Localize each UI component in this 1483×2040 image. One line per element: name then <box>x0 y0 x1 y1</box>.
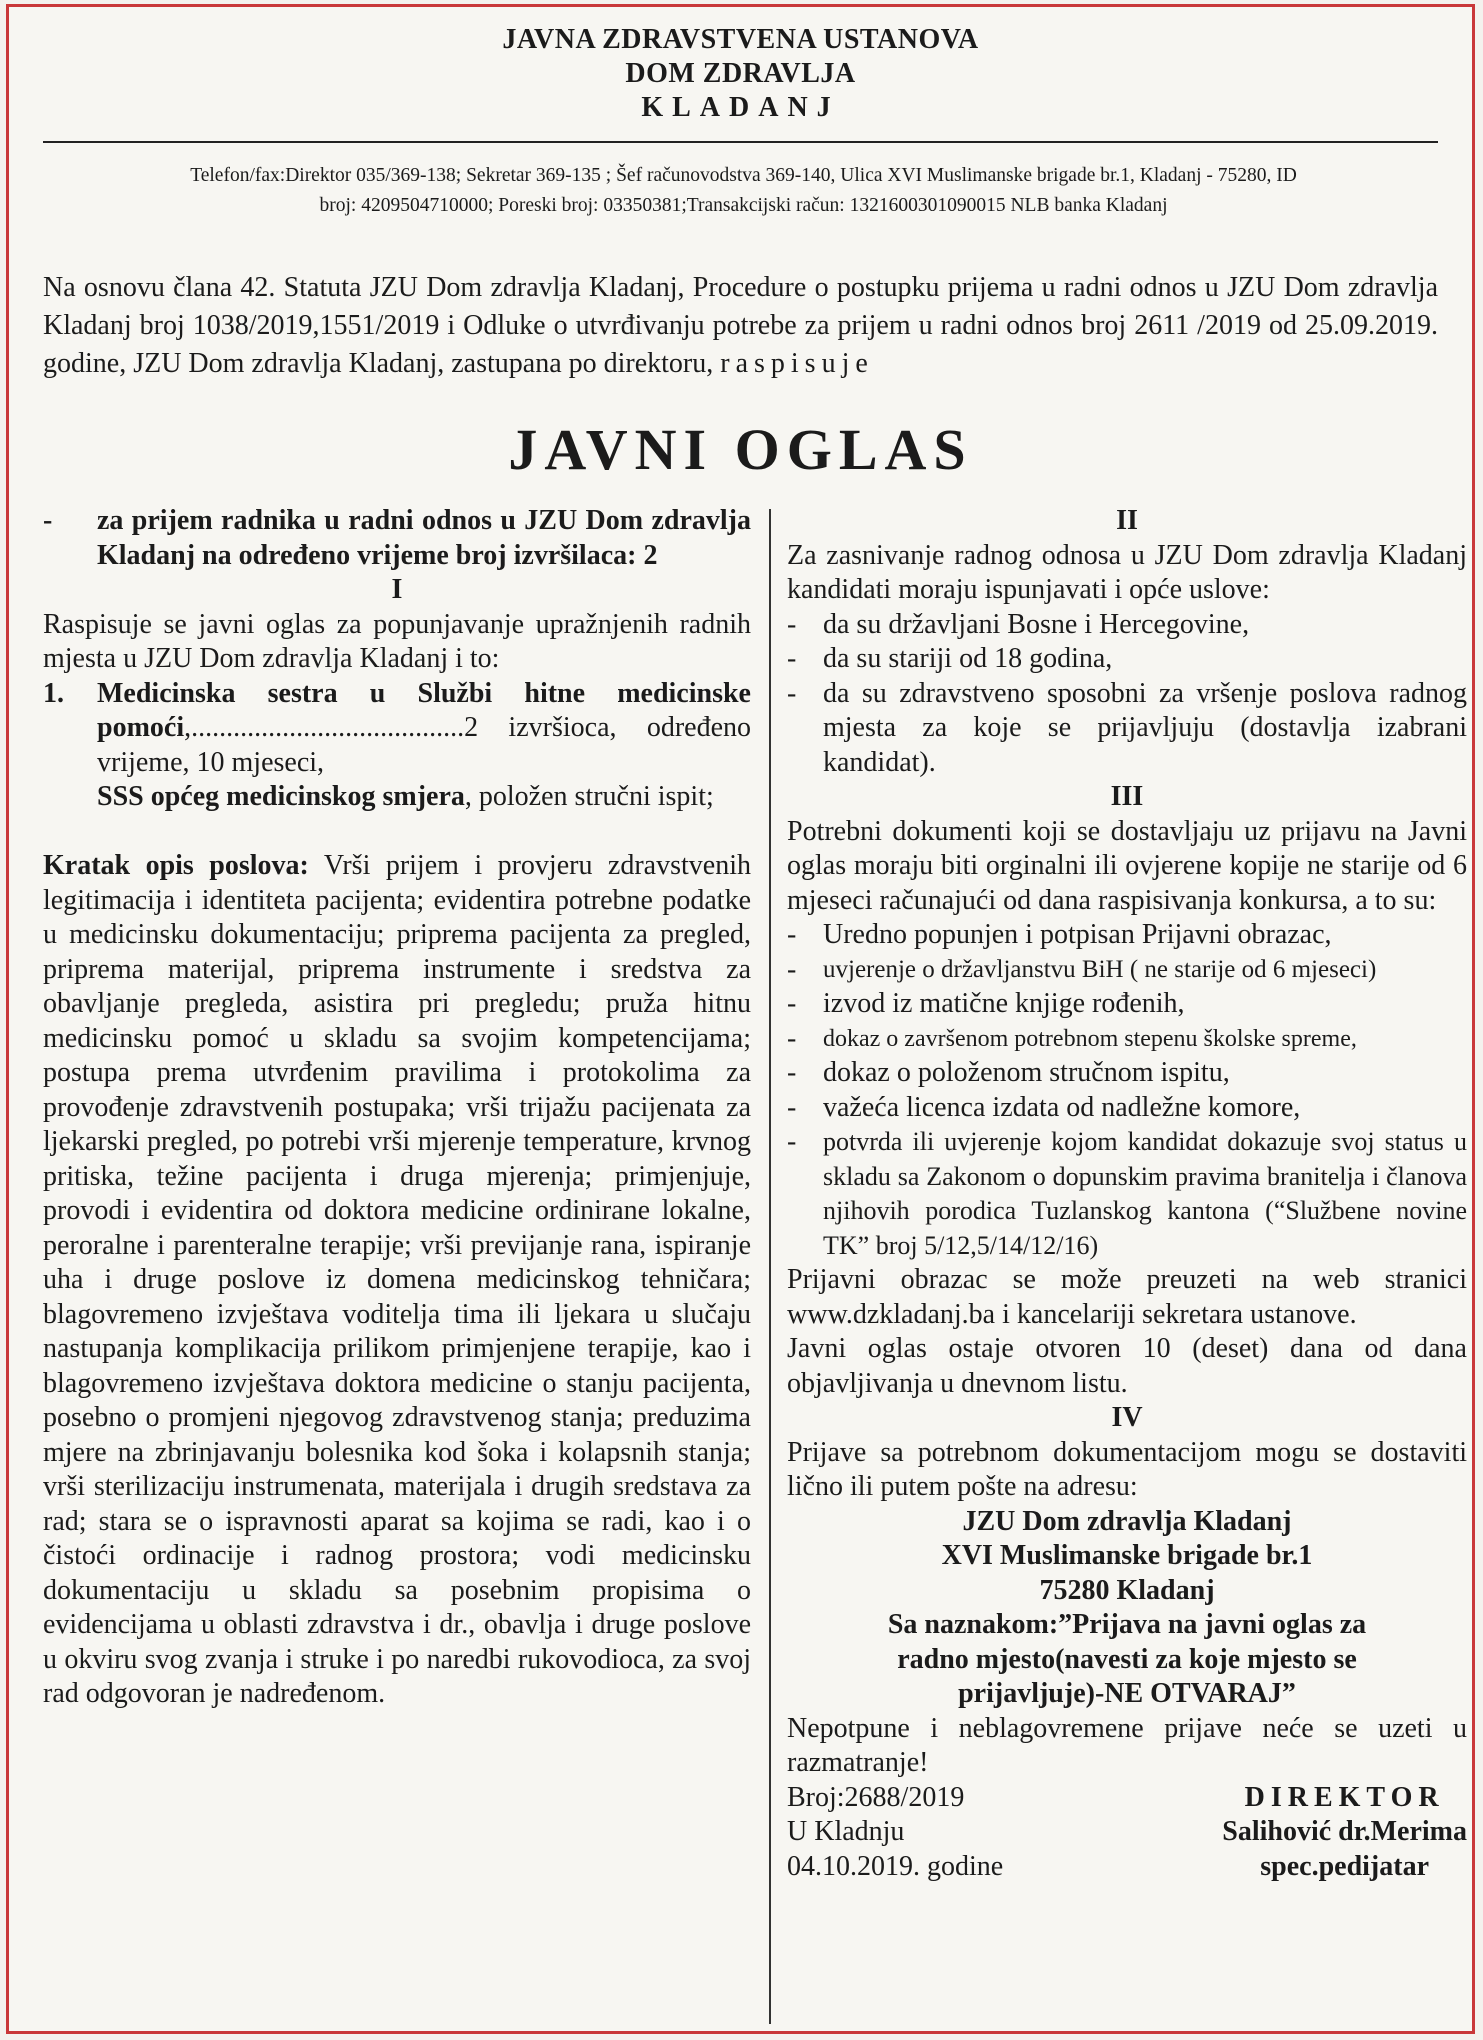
signer-name: Salihović dr.Merima <box>1222 1816 1467 1847</box>
contact-line-2: broj: 4209504710000; Poreski broj: 03350381;Transakcijski račun: 1321600301090015 NLB banka Kladanj <box>319 195 1168 216</box>
contact-line-1: Telefon/fax:Direktor 035/369-138; Sekretar 369-135 ; Šef računovodstva 369-140, Ulica XVI Muslimanske brigade br.1, Kladanj - 75280, ID <box>190 165 1297 186</box>
section-heading-1: I <box>391 574 403 605</box>
condition-text: da su zdravstveno sposobni za vršenje poslova radnog mjesta za koje se prijavljuju (dostavlja izabrani kandidat). <box>823 677 1467 778</box>
job-description <box>43 849 751 1712</box>
document-text: dokaz o završenom potrebnom stepenu školske spreme, <box>823 1025 1357 1052</box>
reference-number: Broj:2688/2019 <box>787 1781 965 1813</box>
intro-item <box>43 504 751 573</box>
job-description-label: Kratak opis poslova: <box>43 850 309 881</box>
condition-item: - da su državljani Bosne i Hercegovine, <box>787 608 1467 643</box>
intro-marker: - <box>43 505 53 536</box>
intro-text: za prijem radnika u radni odnos u JZU Dom zdravlja Kladanj na određeno vrijeme broj izvršilaca: 2 <box>97 505 751 571</box>
newspaper-ad <box>6 4 1475 2034</box>
document-item: - dokaz o položenom stručnom ispitu, <box>787 1056 1467 1091</box>
contact-info <box>45 161 1442 221</box>
condition-item: - da su zdravstveno sposobni za vršenje poslova radnog mjesta za koje se prijavljuju (dostavlja izabrani kandidat). <box>787 677 1467 781</box>
document-text: važeća licenca izdata od nadležne komore, <box>823 1091 1301 1123</box>
address-line: prijavljuje)-NE OTVARAJ” <box>958 1678 1296 1709</box>
signer <box>1222 1781 1467 1885</box>
institution-header <box>9 23 1472 125</box>
condition-text: da su državljani Bosne i Hercegovine, <box>823 608 1250 640</box>
address-line: 75280 Kladanj <box>1039 1574 1215 1606</box>
paragraph-2: Za zasnivanje radnog odnosa u JZU Dom zdravlja Kladanj kandidati moraju ispunjavati i opće uslove: <box>787 539 1467 605</box>
document-item: - Uredno popunjen i potpisan Prijavni obrazac, <box>787 918 1467 953</box>
mailing-address <box>787 1505 1467 1712</box>
reference-block <box>787 1781 1003 1885</box>
job-description-text: Vrši prijem i provjeru zdravstvenih legitimacija i identiteta pacijenta; evidentira potrebne podatke u medicinsku dokumentaciju; priprema pacijenta za pregled, priprema materijal, priprema instrumente i sredstva za obavljanje pregleda, asistira pri pregledu; pruža hitnu medicinsku pomoć u skladu sa svojim kompetencijama; postupa prema utvrđenim pravilima i protokolima za provođenje zdravstvenih postupaka; vrši trijažu pacijenata za ljekarski pregled, po potrebi vrši mjerenje temperature, krvnog pritiska, težine pacijenta i druga mjerenja; primjenjuje, provodi i evidentira od doktora medicine ordinirane lokalne, peroralne i parenteralne terapije; vrši previjanje rana, ispiranje uha i druge poslove iz domena medicinskog tehničara; blagovremeno izvještava voditelja tima ili ljekara u slučaju nastupanja komplikacija prilikom primjenjene terapije, kao i blagovremeno izvještava doktora medicine o stanju pacijenta, posebno o promjeni njegovog zdravstvenog stanja; preduzima mjere na zbrinjavanju bolesnika kod šoka i kolapsnih stanja; vrši sterilizaciju instrumenata, materijala i drugih sredstava za rad; stara se o ispravnosti aparat sa kojima se radi, kao i o čistoći ordinacije i radnog prostora; vodi medicinsku dokumentaciju u skladu sa posebnim propisima o evidencijama u oblasti zdravstva i dr., obavlja i druge poslove u okviru svog zvanja i struke i po naredbi rukovodioca, za svoj rad odgovoran je nadređenom. <box>43 850 751 1709</box>
qualification-label: SSS općeg medicinskog smjera <box>97 781 465 812</box>
preamble <box>43 269 1438 383</box>
section-heading-4: IV <box>1111 1402 1143 1433</box>
address-line: JZU Dom zdravlja Kladanj <box>962 1505 1292 1537</box>
position-item <box>43 677 751 815</box>
header-line-3: KLADANJ <box>641 92 840 123</box>
ad-title: JAVNI OGLAS <box>508 417 973 482</box>
document-item: - izvod iz matične knjige rođenih, <box>787 987 1467 1022</box>
paragraph-3: Potrebni dokumenti koji se dostavljaju uz prijavu na Javni oglas moraju biti orginalni ili ovjerene kopije ne starije od 6 mjeseci računajući od dana raspisivanja konkursa, a to su: <box>787 815 1467 916</box>
paragraph-incomplete: Nepotpune i neblagovremene prijave neće se uzeti u razmatranje! <box>787 1712 1467 1778</box>
document-item: - potvrda ili uvjerenje kojom kandidat dokazuje svoj status u skladu sa Zakonom o dopunskim pravima branitelja i članova njihovih porodica Tuzlanskog kantona (“Službene novine TK” broj 5/12,5/14/12/16) <box>787 1125 1467 1263</box>
address-line: XVI Muslimanske brigade br.1 <box>941 1540 1313 1571</box>
paragraph-4: Prijave sa potrebnom dokumentacijom mogu se dostaviti lično ili putem pošte na adresu: <box>787 1436 1467 1502</box>
document-item: - uvjerenje o državljanstvu BiH ( ne starije od 6 mjeseci) <box>787 953 1467 988</box>
position-details: ,.......................................2 izvršioca, određeno vrijeme, 10 mjeseci, <box>97 712 751 778</box>
section-heading-3: III <box>1110 781 1144 812</box>
position-title: Medicinska sestra u Službi hitne medicinske pomoći <box>97 677 751 743</box>
place: U Kladnju <box>787 1816 905 1847</box>
header-line-1: JAVNA ZDRAVSTVENA USTANOVA <box>502 24 979 55</box>
document-item: - važeća licenca izdata od nadležne komore, <box>787 1091 1467 1126</box>
qualification-details: , položen stručni ispit; <box>464 781 714 812</box>
document-item: - dokaz o završenom potrebnom stepenu školske spreme, <box>787 1022 1467 1057</box>
position-number: 1. <box>43 677 64 709</box>
paragraph-open: Javni oglas ostaje otvoren 10 (deset) dana od dana objavljivanja u dnevnom listu. <box>787 1333 1467 1399</box>
address-line: Sa naznakom:”Prijava na javni oglas za <box>887 1609 1367 1640</box>
preamble-text: Na osnovu člana 42. Statuta JZU Dom zdravlja Kladanj, Procedure o postupku prijema u radni odnos u JZU Dom zdravlja Kladanj broj 1038/2019,1551/2019 i Odluke o utvrđivanju potrebe za prijem u radni odnos broj 2611 /2019 od 25.09.2019. godine, JZU Dom zdravlja Kladanj, zastupana po direktoru, <box>43 272 1438 379</box>
section-heading-2: II <box>1116 505 1138 536</box>
header-line-2: DOM ZDRAVLJA <box>625 58 856 89</box>
address-line: radno mjesto(navesti za koje mjesto se <box>897 1643 1357 1675</box>
date: 04.10.2019. godine <box>787 1850 1004 1882</box>
header-divider <box>43 141 1438 143</box>
condition-text: da su stariji od 18 godina, <box>823 643 1113 674</box>
paragraph-1: Raspisuje se javni oglas za popunjavanje upražnjenih radnih mjesta u JZU Dom zdravlja Kladanj i to: <box>43 608 751 674</box>
signer-title: DIREKTOR <box>1244 1781 1445 1813</box>
document-text: dokaz o položenom stručnom ispitu, <box>823 1057 1230 1088</box>
signer-role: spec.pedijatar <box>1260 1850 1430 1882</box>
condition-item: - da su stariji od 18 godina, <box>787 642 1467 677</box>
paragraph-form: Prijavni obrazac se može preuzeti na web stranici www.dzkladanj.ba i kancelariji sekretara ustanove. <box>787 1264 1467 1330</box>
signature-block <box>787 1781 1467 1885</box>
right-column <box>787 504 1467 1884</box>
document-text: uvjerenje o državljanstvu BiH ( ne starije od 6 mjeseci) <box>823 955 1377 983</box>
document-text: potvrda ili uvjerenje kojom kandidat dokazuje svoj status u skladu sa Zakonom o dopunskim pravima branitelja i članova njihovih porodica Tuzlanskog kantona (“Službene novine TK” broj 5/12,5/14/12/16) <box>823 1127 1467 1260</box>
document-text: Uredno popunjen i potpisan Prijavni obrazac, <box>823 919 1332 950</box>
document-text: izvod iz matične knjige rođenih, <box>823 988 1185 1019</box>
left-column <box>43 504 751 1712</box>
column-divider <box>769 509 771 2024</box>
preamble-verb: raspisuje <box>720 348 874 379</box>
